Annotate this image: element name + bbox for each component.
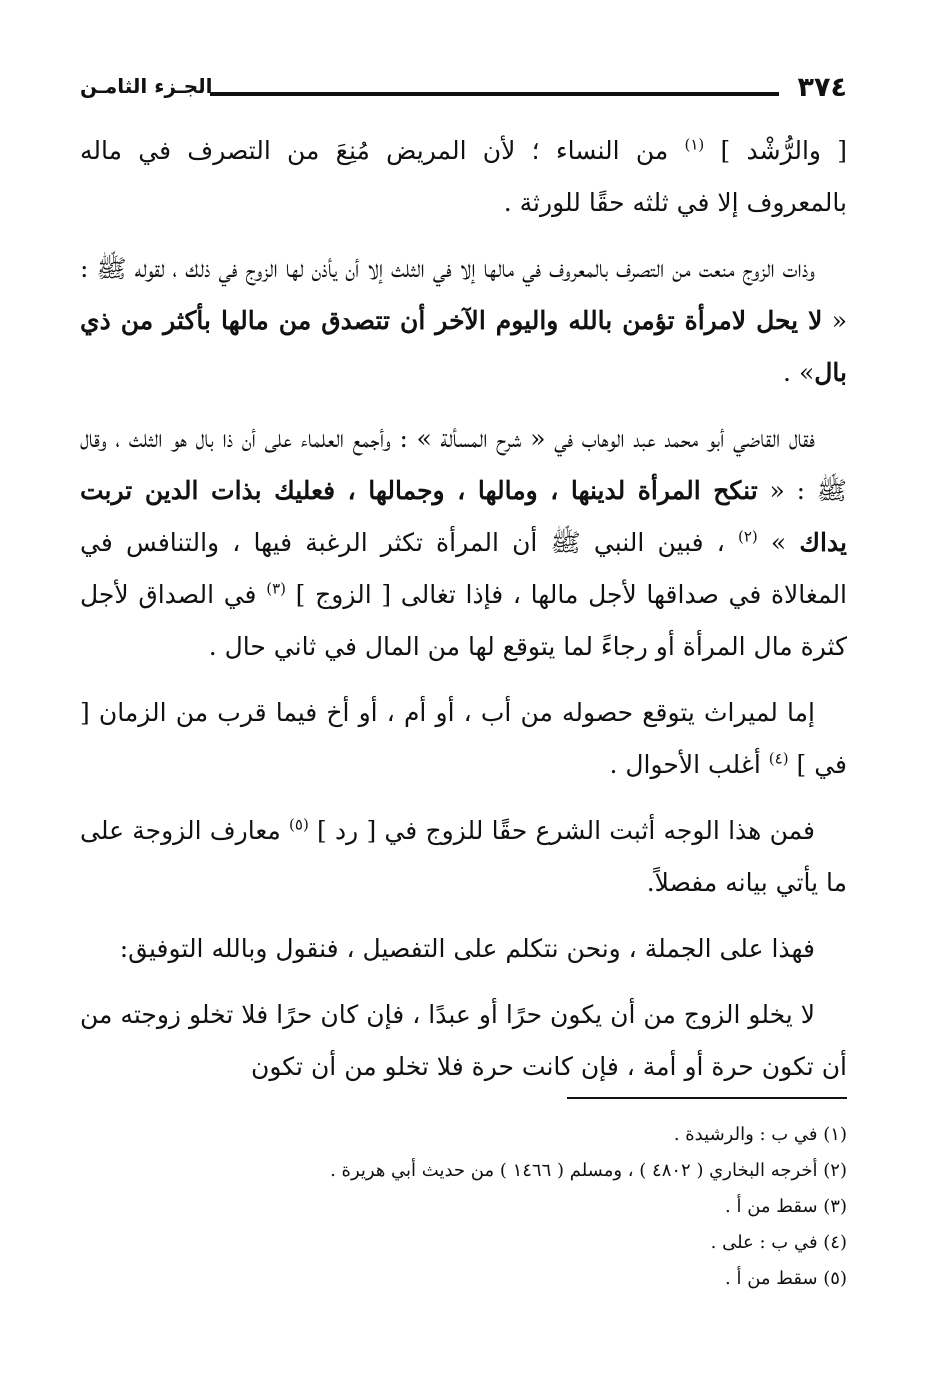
text-segment: فقال القاضي أبو محمد عبد الوهاب في « شرح المسألة » : وأجمع العلماء على أن ذا بال هو الثلث ، وقال ﷺ : « [80, 424, 848, 505]
footnote-item: (٢) أخرجه البخاري ( ٤٨٠٢ ) ، ومسلم ( ١٤٦٦ ) من حديث أبي هريرة . [330, 1160, 847, 1181]
text-segment: [ والرُّشْد ] [704, 136, 847, 165]
text-segment: فمن هذا الوجه أثبت الشرع حقًا للزوج في [ رد ] [308, 816, 815, 845]
text-segment: » [757, 528, 800, 557]
text-segment: فهذا على الجملة ، ونحن نتكلم على التفصيل ، فنقول وبالله التوفيق: [119, 934, 815, 963]
footnote-reference: (٥) [289, 815, 309, 834]
hadith-quote: لا يحل لامرأة تؤمن بالله واليوم الآخر أن تتصدق من مالها بأكثر من ذي بال [80, 306, 847, 387]
footnote-rule [567, 1097, 847, 1099]
running-head [80, 70, 847, 110]
text-segment: في الصداق لأجل كثرة مال المرأة أو رجاءً لما يتوقع لها من المال في ثاني حال . [80, 580, 847, 661]
paragraph [80, 243, 847, 399]
paragraph [80, 989, 847, 1093]
paragraph [80, 125, 847, 229]
footnote-reference: (٤) [768, 749, 789, 768]
footnote-item: (١) في ب : والرشيدة . [673, 1124, 847, 1145]
hadith-quote: تنكح المرأة لدينها ، ومالها ، وجمالها ، فعليك بذات الدين تربت يداك [80, 476, 847, 557]
text-segment: إما لميراث يتوقع حصوله من أب ، أو أم ، أو أخ فيما قرب من الزمان [ في ] [80, 698, 847, 779]
footnotes [80, 1117, 847, 1297]
running-head-title: الجـزء الثامـن [80, 74, 213, 98]
paragraph [80, 923, 847, 975]
text-segment: وذات الزوج منعت من التصرف بالمعروف في مالها إلا في الثلث إلا أن يأذن لها الزوج في ذلك ، لقوله ﷺ : « [80, 254, 848, 335]
footnote-item: (٤) في ب : على . [710, 1232, 847, 1253]
text-segment: من النساء ؛ لأن المريض مُنِعَ من التصرف في ماله بالمعروف إلا في ثلثه حقًا للورثة . [80, 136, 847, 217]
footnote-reference: (٢) [737, 527, 758, 546]
paragraph [80, 805, 847, 909]
paragraph [80, 687, 847, 791]
text-segment: » . [783, 358, 815, 387]
main-text [80, 125, 847, 1107]
header-rule [210, 92, 779, 96]
page-number: ٣٧٤ [797, 72, 847, 103]
footnote-item: (٣) سقط من أ . [725, 1196, 847, 1217]
text-segment: ، فبين النبي ﷺ أن المرأة تكثر الرغبة فيها ، والتنافس في المغالاة في صداقها لأجل مالها ، فإذا تغالى [ الزوج ] [80, 528, 848, 609]
footnote-reference: (١) [684, 135, 705, 154]
text-segment: لا يخلو الزوج من أن يكون حرًا أو عبدًا ، فإن كان حرًا فلا تخلو زوجته من أن تكون حرة أو أمة ، فإن كانت حرة فلا تخلو من أن تكون [80, 1000, 847, 1081]
text-segment: أغلب الأحوال . [609, 750, 769, 779]
footnote-reference: (٣) [266, 579, 286, 598]
footnote-item: (٥) سقط من أ . [725, 1268, 847, 1289]
paragraph [80, 413, 847, 673]
text-segment: معارف الزوجة على ما يأتي بيانه مفصلاً. [80, 816, 847, 897]
